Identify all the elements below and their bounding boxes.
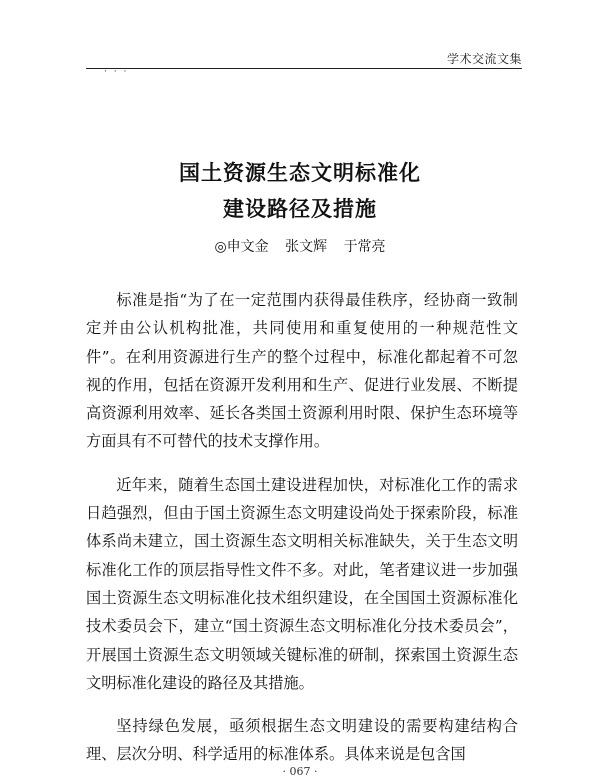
paragraph-3: 坚持绿色发展，亟须根据生态文明建设的需要构建结构合理、层次分明、科学适用的标准体系。具体来说是包含国 <box>86 717 518 764</box>
article-body <box>86 286 518 784</box>
author-list <box>0 236 600 256</box>
author-2: 张文辉 <box>285 239 328 255</box>
header-rule <box>86 68 522 69</box>
paragraph-2: 近年来，随着生态国土建设进程加快，对标准化工作的需求日趋强烈，但由于国土资源生态文明建设尚处于探索阶段，标准体系尚未建立，国土资源生态文明相关标准缺失，关于生态文明标准化工作的顶层指导性文件不多。对此，笔者建议进一步加强国土资源生态文明标准化技术组织建设，在全国国土资源标准化技术委员会下，建立“国土资源生态文明标准化分技术委员会”，开展国土资源生态文明领域关键标准的研制，探索国土资源生态文明标准化建设的路径及其措施。 <box>86 475 518 692</box>
article-title-line-1: 国土资源生态文明标准化 <box>179 161 421 185</box>
author-3: 于常亮 <box>343 239 386 255</box>
journal-header: 学术交流文集 <box>446 52 522 66</box>
page-number: · 067 · <box>282 765 318 778</box>
article-title-line-2: 建设路径及措施 <box>223 197 377 221</box>
paragraph-1: 标准是指“为了在一定范围内获得最佳秩序，经协商一致制定并由公认机构批准，共同使用和重复使用的一种规范性文件”。在利用资源进行生产的整个过程中，标准化都起着不可忽视的作用，包括在资源开发利用和生产、促进行业发展、不断提高资源利用效率、延长各类国土资源利用时限、保护生态环境等方面具有不可替代的技术支撑作用。 <box>86 291 518 451</box>
author-1: ◎申文金 <box>214 239 269 255</box>
header-marks: · · · <box>104 67 129 77</box>
